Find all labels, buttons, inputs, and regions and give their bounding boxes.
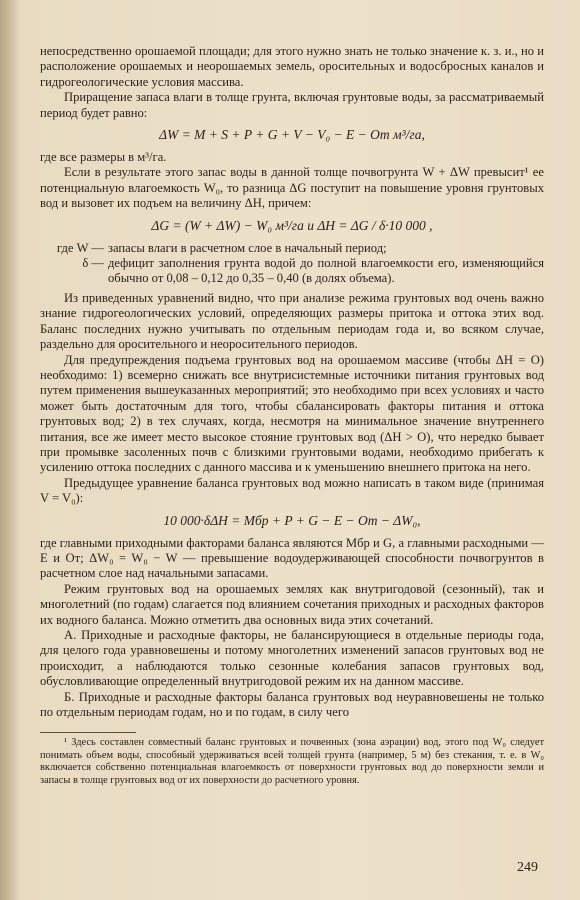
- definition-text: дефицит заполнения грунта водой до полной влагоемкости его, изменяющийся обычно от 0,08 – 0,12 до 0,35 – 0,40 (в долях объема).: [108, 256, 544, 286]
- footnote: ¹ Здесь составлен совместный баланс грунтовых и почвенных (зона аэрации) вод, этого под W₀ следует понимать объем воды, способный удерживаться всей толщей грунта (например, 5 м) без стекания, т. е. в W₀ включается собственно потенциальная влагоемкость от поверхности грунтовых вод до поверхности земли и запасы в толще грунтовых вод от их поверхности до расчетного уровня.: [40, 737, 544, 786]
- definition-symbol: δ —: [82, 256, 104, 271]
- paragraph: Для предупреждения подъема грунтовых вод на орошаемом массиве (чтобы ΔH = O) необходимо: 1) всемерно снижать все внутрисистемные источники питания грунтовых вод путем применения вышеуказанных мероприятий; это необходимо при всех условиях и часто может быть достаточным для того, чтобы сбалансировать факторы питания и оттока грунтовых вод; 2) в тех случаях, когда, несмотря на минимальное значение внутреннего питания, все же имеет место высокое стояние грунтовых вод (ΔH > O), что нередко бывает при промывке засоленных почв с близкими грунтовыми водами, необходимо прибегать к усилению оттока последних с данного массива и к уменьшению внешнего притока на него.: [40, 352, 544, 475]
- paragraph: Режим грунтовых вод на орошаемых землях как внутригодовой (сезонный), так и многолетний (по годам) слагается под влиянием сочетания приходных и расходных факторов их водного баланса. Можно отметить два основных вида этих сочетаний.: [40, 581, 544, 627]
- definition-text: запасы влаги в расчетном слое в начальный период;: [108, 240, 387, 255]
- formula-balance: 10 000·δΔH = Mбр + P + G − E − Oт − ΔW₀,: [163, 512, 421, 528]
- paragraph: где все размеры в м³/га.: [40, 150, 167, 165]
- paragraph: Б. Приходные и расходные факторы баланса грунтовых вод неуравновешены не только по отдельным периодам годам, но и по годам, в силу чего: [40, 689, 544, 720]
- paragraph: А. Приходные и расходные факторы, не балансирующиеся в отдельные периоды года, для целого года уравновешены и потому многолетних изменений запасов грунтовых вод не происходит, а наблюдаются только сезонные колебания запасов грунтовых вод, обусловливающие определенный внутригодовой режим их на данном массиве.: [40, 628, 544, 689]
- paragraph: Предыдущее уравнение баланса грунтовых вод можно написать в таком виде (принимая V = V₀):: [40, 475, 544, 506]
- definition-row: [40, 241, 544, 256]
- formula-moisture-increment: ΔW = M + S + P + G + V − V₀ − E − Oт м³/га,: [159, 127, 425, 143]
- paragraph: где главными приходными факторами баланса являются Mбр и G, а главными расходными — E и Oт; ΔW₀ = W₀ − W — превышение водоудерживающей способности почвогрунтов в расчетном слое над начальными запасами.: [40, 535, 544, 581]
- paragraph: Если в результате этого запас воды в данной толще почвогрунта W + ΔW превысит¹ ее потенциальную влагоемкость W₀, то разница ΔG поступит на повышение уровня грунтовых вод и вызовет их подъем на величину ΔH, причем:: [40, 165, 544, 211]
- paragraph: непосредственно орошаемой площади; для этого нужно знать не только значение к. з. и., но и расположение орошаемых и неорошаемых земель, оросительных и водосбросных каналов и гидрогеологические условия массива.: [40, 44, 544, 89]
- definition-symbol: где W —: [56, 240, 104, 255]
- paragraph: Приращение запаса влаги в толще грунта, включая грунтовые воды, за рассматриваемый период будет равно:: [40, 90, 544, 120]
- definition-row: [40, 256, 544, 287]
- formula-groundwater-rise: ΔG = (W + ΔW) − W₀ м³/га и ΔH = ΔG / δ·10 000 ,: [151, 217, 433, 233]
- page-number: 249: [517, 860, 538, 875]
- footnote-divider: [40, 732, 136, 733]
- gutter-shadow: [0, 0, 20, 900]
- paragraph: Из приведенных уравнений видно, что при анализе режима грунтовых вод очень важно знание гидрогеологических условий, определяющих размеры притока и оттока этих вод. Баланс последних нужно учитывать по отдельным периодам года и, во всяком случае, раздельно для оросительного и неоросительного периодов.: [40, 290, 544, 352]
